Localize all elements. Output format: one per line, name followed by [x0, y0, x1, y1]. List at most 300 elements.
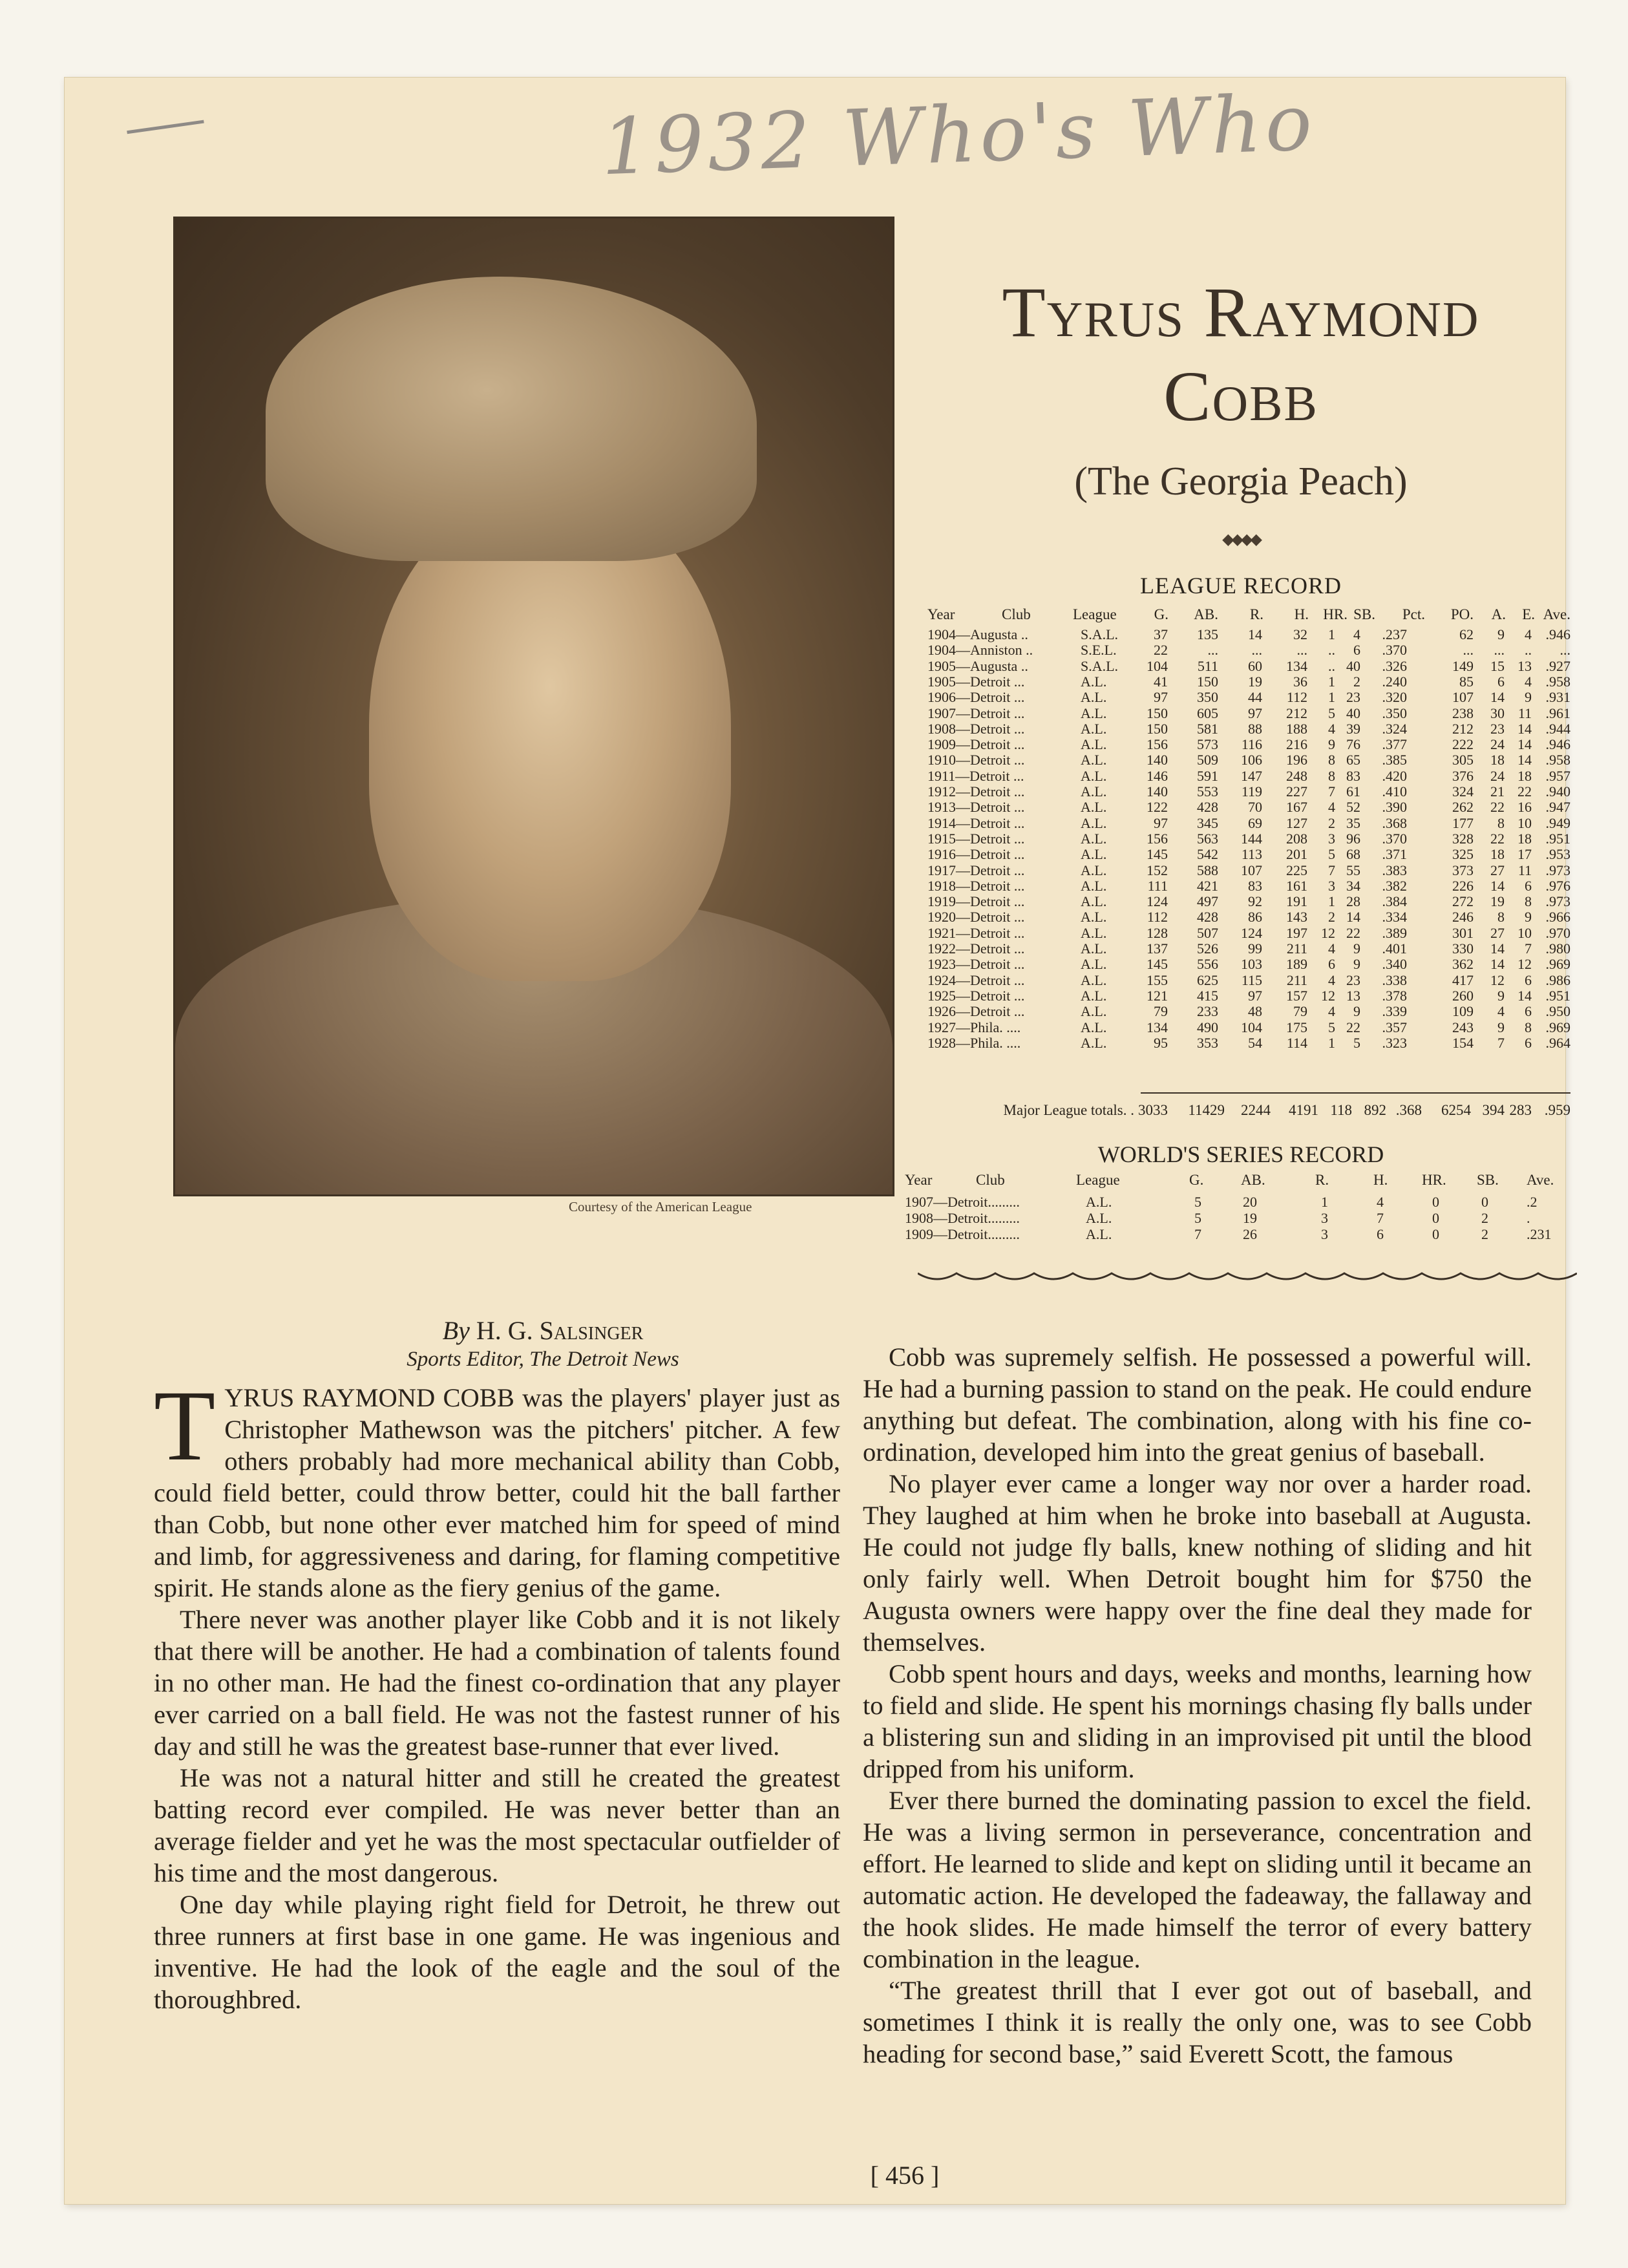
- table-cell: 144: [1241, 830, 1262, 847]
- table-cell: 157: [1286, 987, 1307, 1004]
- table-cell: 128: [1147, 924, 1168, 941]
- table-cell: 8: [1328, 767, 1335, 784]
- table-cell: A.L.: [1081, 752, 1107, 768]
- table-cell: 196: [1286, 752, 1307, 768]
- table-cell: 9: [1353, 940, 1360, 957]
- table-cell: 3: [1328, 830, 1335, 847]
- table-cell: 14: [1517, 736, 1532, 753]
- totals-cell: 4191: [1289, 1102, 1318, 1118]
- table-cell: A.L.: [1081, 783, 1107, 800]
- table-cell: 19: [1490, 893, 1505, 910]
- title-line-1: Tyrus Raymond: [1002, 273, 1480, 352]
- table-cell: 1924—Detroit ...: [927, 971, 1025, 988]
- table-cell: .350: [1382, 705, 1407, 721]
- table-cell: A.L.: [1081, 767, 1107, 784]
- article-paragraph: No player ever came a longer way nor over a harder road. They laughed at him when he broke into baseball at Augusta. He could not judge fly balls, knew nothing of sliding and hit only fairly well. When Detroit bought him for $750 the Augusta owners were happy over the fine deal they made for themselves.: [863, 1469, 1532, 1657]
- table-cell: .420: [1382, 767, 1407, 784]
- table-cell: 6: [1525, 971, 1532, 988]
- table-cell: 225: [1286, 862, 1307, 878]
- table-cell: 104: [1241, 1019, 1262, 1035]
- league-header-cell: PO.: [1450, 606, 1474, 622]
- table-cell: 4: [1353, 626, 1360, 642]
- table-cell: 188: [1286, 720, 1307, 737]
- table-cell: 115: [1241, 971, 1262, 988]
- table-cell: .944: [1545, 720, 1570, 737]
- table-cell: .946: [1545, 626, 1570, 642]
- table-cell: 1912—Detroit ...: [927, 783, 1025, 800]
- table-cell: A.L.: [1081, 924, 1107, 941]
- table-cell: .946: [1545, 736, 1570, 753]
- table-cell: 167: [1286, 799, 1307, 816]
- table-cell: 28: [1346, 893, 1360, 910]
- table-cell: ...: [1494, 642, 1505, 659]
- table-cell: 325: [1452, 846, 1474, 863]
- table-cell: 26: [1243, 1226, 1257, 1242]
- table-cell: 14: [1490, 689, 1505, 706]
- table-row: [65, 799, 1570, 816]
- handwritten-note: 1932 Who's Who: [599, 78, 1318, 193]
- table-cell: 1926—Detroit ...: [927, 1003, 1025, 1020]
- league-header-cell: Ave.: [1543, 606, 1570, 622]
- table-cell: 175: [1286, 1019, 1307, 1035]
- table-row: [65, 814, 1570, 831]
- table-cell: .927: [1545, 657, 1570, 674]
- league-header-cell: Year: [927, 606, 955, 622]
- table-cell: 150: [1147, 720, 1168, 737]
- table-cell: .986: [1545, 971, 1570, 988]
- table-cell: A.L.: [1081, 877, 1107, 894]
- table-cell: .980: [1545, 940, 1570, 957]
- table-cell: .384: [1382, 893, 1407, 910]
- totals-cell: 11429: [1188, 1102, 1225, 1118]
- table-cell: .976: [1545, 877, 1570, 894]
- article-left-column: [154, 1370, 841, 2015]
- table-cell: A.L.: [1081, 971, 1107, 988]
- table-cell: 417: [1452, 971, 1474, 988]
- table-cell: 1909—Detroit.........: [905, 1226, 1020, 1242]
- table-cell: 13: [1517, 657, 1532, 674]
- table-cell: .947: [1545, 799, 1570, 816]
- table-cell: 5: [1328, 846, 1335, 863]
- league-header-cell: HR.: [1323, 606, 1348, 622]
- table-cell: 511: [1197, 657, 1218, 674]
- table-cell: A.L.: [1086, 1226, 1112, 1242]
- table-cell: 330: [1452, 940, 1474, 957]
- table-cell: 27: [1490, 924, 1505, 941]
- table-cell: 92: [1248, 893, 1262, 910]
- table-cell: 12: [1517, 956, 1532, 973]
- article-paragraph: “The greatest thrill that I ever got out of baseball, and sometimes I think it is really the only one, was to see Cobb heading for second base,” said Everett Scott, the famous: [863, 1976, 1532, 2068]
- table-cell: .334: [1382, 909, 1407, 926]
- table-cell: A.L.: [1081, 689, 1107, 706]
- table-cell: A.L.: [1081, 862, 1107, 878]
- table-cell: 216: [1286, 736, 1307, 753]
- table-cell: 97: [1248, 987, 1262, 1004]
- table-cell: 23: [1346, 971, 1360, 988]
- table-row: [65, 720, 1570, 737]
- table-cell: .931: [1545, 689, 1570, 706]
- table-cell: 44: [1248, 689, 1262, 706]
- league-record-heading: LEAGUE RECORD: [1140, 573, 1342, 599]
- table-cell: .231: [1527, 1226, 1552, 1242]
- table-cell: 588: [1197, 862, 1218, 878]
- table-cell: 4: [1328, 720, 1335, 737]
- table-cell: 7: [1525, 940, 1532, 957]
- table-cell: 497: [1197, 893, 1218, 910]
- table-cell: 24: [1490, 767, 1505, 784]
- table-cell: 526: [1197, 940, 1218, 957]
- table-cell: 1: [1328, 1034, 1335, 1051]
- table-cell: 124: [1147, 893, 1168, 910]
- table-cell: 145: [1147, 956, 1168, 973]
- table-cell: 7: [1497, 1034, 1505, 1051]
- table-cell: 1915—Detroit ...: [927, 830, 1025, 847]
- table-cell: .2: [1527, 1194, 1538, 1210]
- table-cell: 507: [1197, 924, 1218, 941]
- table-cell: 9: [1497, 626, 1505, 642]
- table-cell: 96: [1346, 830, 1360, 847]
- table-cell: A.L.: [1081, 799, 1107, 816]
- table-cell: 553: [1197, 783, 1218, 800]
- table-cell: .973: [1545, 893, 1570, 910]
- league-header-cell: AB.: [1194, 606, 1218, 622]
- table-cell: 32: [1293, 626, 1307, 642]
- table-cell: 127: [1286, 814, 1307, 831]
- table-cell: 246: [1452, 909, 1474, 926]
- table-cell: 6: [1525, 877, 1532, 894]
- table-cell: 119: [1241, 783, 1262, 800]
- table-cell: .950: [1545, 1003, 1570, 1020]
- table-cell: 22: [1154, 642, 1168, 659]
- table-cell: 24: [1490, 736, 1505, 753]
- table-row: [65, 830, 1570, 847]
- table-row: [65, 705, 1570, 721]
- table-cell: 1904—Augusta ..: [927, 626, 1028, 642]
- table-cell: 79: [1293, 1003, 1307, 1020]
- table-cell: 8: [1328, 752, 1335, 768]
- table-cell: ...: [1559, 642, 1570, 659]
- table-cell: .385: [1382, 752, 1407, 768]
- table-cell: 1909—Detroit ...: [927, 736, 1025, 753]
- table-cell: 97: [1154, 689, 1168, 706]
- article-paragraph: One day while playing right field for Detroit, he threw out three runners at first base in one game. He was ingenious and inventive. He had the look of the eagle and the soul of the thoroughbred.: [154, 1890, 840, 2014]
- table-row: [65, 846, 1570, 863]
- table-cell: 22: [1490, 830, 1505, 847]
- table-cell: .957: [1545, 767, 1570, 784]
- league-header-cell: H.: [1294, 606, 1309, 622]
- table-cell: .970: [1545, 924, 1570, 941]
- table-cell: 99: [1248, 940, 1262, 957]
- table-cell: 6: [1353, 642, 1360, 659]
- totals-cell: .959: [1544, 1102, 1570, 1118]
- table-cell: .370: [1382, 830, 1407, 847]
- table-cell: 143: [1286, 909, 1307, 926]
- table-cell: 22: [1517, 783, 1532, 800]
- photo-credit: Courtesy of the American League: [569, 1199, 752, 1214]
- table-cell: 191: [1286, 893, 1307, 910]
- table-row: [65, 1019, 1570, 1035]
- table-row: [65, 736, 1570, 753]
- table-row: [65, 862, 1570, 878]
- table-cell: 112: [1147, 909, 1168, 926]
- table-cell: 12: [1490, 971, 1505, 988]
- table-cell: 12: [1321, 987, 1335, 1004]
- article-paragraph: There never was another player like Cobb and it is not likely that there will be another. He had a combination of talents found in no other man. He had the finest co-ordination that any player ever carried on a ball field. He was not the fastest runner of his day and still he was the greatest base-runner that ever lived.: [154, 1605, 840, 1761]
- lead-caps: YRUS RAYMOND COBB: [224, 1383, 514, 1412]
- table-cell: 262: [1452, 799, 1474, 816]
- table-cell: 1920—Detroit ...: [927, 909, 1025, 926]
- table-cell: 154: [1452, 1034, 1474, 1051]
- totals-cell: 3033: [1138, 1102, 1168, 1118]
- table-cell: 4: [1328, 1003, 1335, 1020]
- drop-cap: T: [154, 1370, 216, 1481]
- table-cell: .320: [1382, 689, 1407, 706]
- table-cell: 39: [1346, 720, 1360, 737]
- table-cell: 104: [1147, 657, 1168, 674]
- article-right-column: [863, 1341, 1532, 2070]
- table-cell: 40: [1346, 705, 1360, 721]
- table-row: [65, 1227, 1565, 1243]
- table-cell: .401: [1382, 940, 1407, 957]
- table-cell: 14: [1490, 956, 1505, 973]
- table-cell: 6: [1525, 1034, 1532, 1051]
- table-cell: .377: [1382, 736, 1407, 753]
- table-cell: S.E.L.: [1081, 642, 1117, 659]
- table-cell: 140: [1147, 752, 1168, 768]
- table-cell: .964: [1545, 1034, 1570, 1051]
- table-cell: 9: [1353, 956, 1360, 973]
- table-cell: A.L.: [1081, 1019, 1107, 1035]
- totals-label: Major League totals. .: [1003, 1102, 1134, 1118]
- table-cell: 362: [1452, 956, 1474, 973]
- table-cell: 22: [1346, 924, 1360, 941]
- totals-cell: 2244: [1241, 1102, 1271, 1118]
- table-cell: 0: [1432, 1194, 1439, 1210]
- table-cell: 135: [1197, 626, 1218, 642]
- table-cell: 0: [1432, 1210, 1439, 1226]
- byline-by: By: [442, 1316, 470, 1345]
- table-cell: 10: [1517, 814, 1532, 831]
- table-cell: 124: [1241, 924, 1262, 941]
- table-cell: .951: [1545, 987, 1570, 1004]
- table-cell: 201: [1286, 846, 1307, 863]
- table-cell: 30: [1490, 705, 1505, 721]
- table-cell: 1907—Detroit.........: [905, 1194, 1020, 1210]
- table-cell: 233: [1197, 1003, 1218, 1020]
- table-cell: 150: [1197, 673, 1218, 690]
- table-cell: ...: [1207, 642, 1218, 659]
- table-cell: .969: [1545, 956, 1570, 973]
- table-row: [65, 752, 1570, 768]
- table-cell: 415: [1197, 987, 1218, 1004]
- table-cell: 1925—Detroit ...: [927, 987, 1025, 1004]
- table-cell: 1905—Augusta ..: [927, 657, 1028, 674]
- table-cell: 212: [1286, 705, 1307, 721]
- table-cell: 9: [1525, 909, 1532, 926]
- table-cell: 9: [1328, 736, 1335, 753]
- table-cell: 14: [1517, 752, 1532, 768]
- table-cell: .370: [1382, 642, 1407, 659]
- table-cell: 18: [1490, 752, 1505, 768]
- table-cell: ...: [1463, 642, 1474, 659]
- table-cell: S.A.L.: [1081, 657, 1119, 674]
- table-cell: 83: [1248, 877, 1262, 894]
- table-cell: 83: [1346, 767, 1360, 784]
- table-cell: 189: [1286, 956, 1307, 973]
- table-cell: 227: [1286, 783, 1307, 800]
- table-cell: 1913—Detroit ...: [927, 799, 1025, 816]
- table-cell: 5: [1353, 1034, 1360, 1051]
- paragraph-text: was the players' player just as Christopher Mathewson was the pitchers' pitcher. A few others probably had more mechanical ability than Cobb, could field better, could throw better, could hit the ball farther than Cobb, but none other ever matched him for speed of mind and limb, for aggressiveness and daring, for flaming competitive spirit. He stands alone as the fiery genius of the game.: [154, 1383, 841, 1602]
- table-cell: 1: [1328, 626, 1335, 642]
- article-paragraph: He was not a natural hitter and still he created the greatest batting record ever compiled. He was never better than an average fielder and yet he was the most spectacular outfielder of his time and the most dangerous.: [154, 1763, 840, 1887]
- table-row: [65, 642, 1570, 659]
- table-cell: 65: [1346, 752, 1360, 768]
- table-cell: .382: [1382, 877, 1407, 894]
- table-cell: 15: [1490, 657, 1505, 674]
- table-cell: 14: [1490, 877, 1505, 894]
- table-cell: 140: [1147, 783, 1168, 800]
- byline: [355, 1315, 730, 1346]
- table-cell: A.L.: [1081, 940, 1107, 957]
- table-cell: 6: [1328, 956, 1335, 973]
- table-cell: 107: [1452, 689, 1474, 706]
- table-cell: .357: [1382, 1019, 1407, 1035]
- table-cell: 1921—Detroit ...: [927, 924, 1025, 941]
- table-cell: 149: [1452, 657, 1474, 674]
- table-cell: 345: [1197, 814, 1218, 831]
- table-cell: 9: [1497, 1019, 1505, 1035]
- article-paragraph: Ever there burned the dominating passion to excel the field. He was a living sermon in perseverance, concentration and effort. He learned to slide and kept on sliding until it became an automatic action. He developed the fadeaway, the fallaway and the hook slides. He made himself the terror of every battery combination in the league.: [863, 1786, 1532, 1973]
- table-cell: 19: [1243, 1210, 1257, 1226]
- table-cell: .951: [1545, 830, 1570, 847]
- ws-header-cell: Club: [976, 1172, 1005, 1188]
- ws-header-cell: HR.: [1422, 1172, 1446, 1188]
- magazine-page: [65, 78, 1570, 2204]
- table-cell: 14: [1490, 940, 1505, 957]
- table-cell: 23: [1346, 689, 1360, 706]
- table-cell: 106: [1241, 752, 1262, 768]
- table-cell: 301: [1452, 924, 1474, 941]
- table-cell: .958: [1545, 673, 1570, 690]
- table-cell: 22: [1346, 1019, 1360, 1035]
- ornament-icon: ◆◆◆◆: [1222, 531, 1260, 548]
- table-cell: 20: [1243, 1194, 1257, 1210]
- table-cell: 2: [1353, 673, 1360, 690]
- table-cell: 1923—Detroit ...: [927, 956, 1025, 973]
- table-cell: 197: [1286, 924, 1307, 941]
- article-paragraph: Cobb was supremely selfish. He possessed a powerful will. He had a burning passion to stand on the peak. He could endure anything but defeat. The combination, along with his fine co-ordination, developed him into the great genius of baseball.: [863, 1342, 1532, 1467]
- table-cell: 542: [1197, 846, 1218, 863]
- league-header-cell: E.: [1522, 606, 1535, 622]
- table-cell: .961: [1545, 705, 1570, 721]
- table-cell: 23: [1490, 720, 1505, 737]
- table-cell: 2: [1328, 909, 1335, 926]
- table-cell: 6: [1525, 1003, 1532, 1020]
- table-cell: 1907—Detroit ...: [927, 705, 1025, 721]
- table-cell: 5: [1328, 1019, 1335, 1035]
- table-cell: A.L.: [1081, 987, 1107, 1004]
- table-row: [65, 1034, 1570, 1051]
- table-cell: 6: [1377, 1226, 1384, 1242]
- table-cell: A.L.: [1081, 909, 1107, 926]
- table-cell: 112: [1286, 689, 1307, 706]
- table-cell: A.L.: [1081, 846, 1107, 863]
- table-cell: 272: [1452, 893, 1474, 910]
- table-cell: 79: [1154, 1003, 1168, 1020]
- totals-rule: [1141, 1092, 1570, 1094]
- ws-header-cell: SB.: [1477, 1172, 1499, 1188]
- table-row: [65, 767, 1570, 784]
- table-cell: 22: [1490, 799, 1505, 816]
- table-cell: 1905—Detroit ...: [927, 673, 1025, 690]
- world-series-heading: WORLD'S SERIES RECORD: [1097, 1141, 1384, 1167]
- table-cell: 41: [1154, 673, 1168, 690]
- table-cell: 4: [1328, 799, 1335, 816]
- table-cell: 625: [1197, 971, 1218, 988]
- table-cell: 18: [1517, 767, 1532, 784]
- table-cell: 8: [1497, 814, 1505, 831]
- table-cell: 7: [1377, 1210, 1384, 1226]
- table-cell: .324: [1382, 720, 1407, 737]
- table-cell: 10: [1517, 924, 1532, 941]
- table-cell: .326: [1382, 657, 1407, 674]
- table-cell: 328: [1452, 830, 1474, 847]
- table-cell: 260: [1452, 987, 1474, 1004]
- table-cell: .340: [1382, 956, 1407, 973]
- table-cell: 76: [1346, 736, 1360, 753]
- table-cell: 60: [1248, 657, 1262, 674]
- table-cell: 69: [1248, 814, 1262, 831]
- table-cell: 145: [1147, 846, 1168, 863]
- table-cell: 134: [1286, 657, 1307, 674]
- table-cell: 1927—Phila. ....: [927, 1019, 1021, 1035]
- table-cell: 605: [1197, 705, 1218, 721]
- table-cell: 97: [1154, 814, 1168, 831]
- table-cell: 6: [1497, 673, 1505, 690]
- table-cell: 146: [1147, 767, 1168, 784]
- table-cell: 55: [1346, 862, 1360, 878]
- table-cell: 591: [1197, 767, 1218, 784]
- table-cell: 0: [1481, 1194, 1488, 1210]
- ws-header-cell: Year: [905, 1172, 933, 1188]
- table-cell: .368: [1382, 814, 1407, 831]
- table-row: [65, 971, 1570, 988]
- table-cell: 114: [1286, 1034, 1307, 1051]
- table-cell: 1904—Anniston ..: [927, 642, 1033, 659]
- table-cell: 150: [1147, 705, 1168, 721]
- league-header-cell: A.: [1491, 606, 1506, 622]
- table-cell: 1908—Detroit.........: [905, 1210, 1020, 1226]
- table-cell: 109: [1452, 1003, 1474, 1020]
- table-cell: 9: [1353, 1003, 1360, 1020]
- table-cell: 18: [1490, 846, 1505, 863]
- photo-cap: [266, 277, 757, 561]
- table-cell: 4: [1328, 940, 1335, 957]
- table-cell: .378: [1382, 987, 1407, 1004]
- table-row: [65, 877, 1570, 894]
- table-cell: 37: [1154, 626, 1168, 642]
- table-cell: A.L.: [1081, 830, 1107, 847]
- table-cell: A.L.: [1081, 1003, 1107, 1020]
- totals-cell: 283: [1509, 1102, 1532, 1118]
- table-cell: 27: [1490, 862, 1505, 878]
- table-cell: 134: [1147, 1019, 1168, 1035]
- ws-header-cell: G.: [1189, 1172, 1204, 1188]
- totals-cell: 892: [1364, 1102, 1386, 1118]
- pencil-mark: [125, 111, 204, 134]
- table-cell: 161: [1286, 877, 1307, 894]
